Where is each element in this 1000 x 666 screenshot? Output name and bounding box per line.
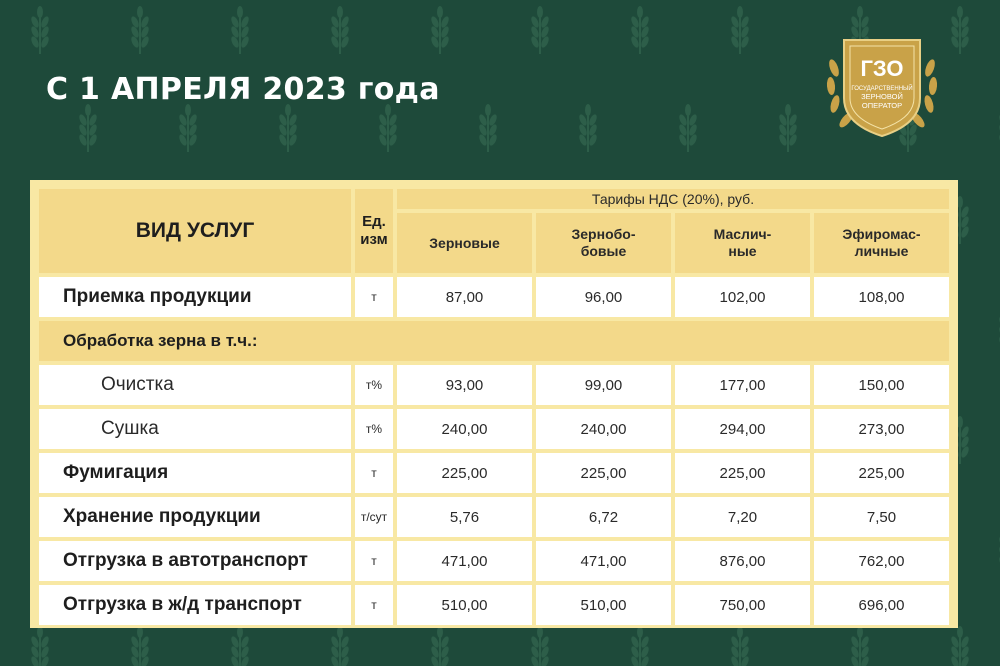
service-name: Отгрузка в ж/д транспорт (39, 585, 351, 625)
unit-cell: т/сут (355, 497, 393, 537)
wheat-icon (678, 104, 699, 152)
tariff-value: 177,00 (675, 365, 810, 405)
wheat-icon (430, 6, 451, 54)
logo-line-2: ЗЕРНОВОЙ (861, 92, 903, 101)
header-unit: Ед. изм (355, 189, 393, 273)
tariff-value: 762,00 (814, 541, 949, 581)
wheat-icon (230, 626, 251, 666)
tariff-value: 108,00 (814, 277, 949, 317)
wheat-icon (230, 6, 251, 54)
header-crop: Маслич- ные (675, 213, 810, 273)
tariff-table (35, 185, 953, 629)
table-row (39, 321, 949, 361)
wheat-icon (330, 626, 351, 666)
wheat-icon (178, 104, 199, 152)
tariff-value: 7,20 (675, 497, 810, 537)
tariff-value: 99,00 (536, 365, 671, 405)
logo-abbr: ГЗО (860, 56, 904, 81)
wheat-icon (778, 104, 799, 152)
headline: С 1 АПРЕЛЯ 2023 года (46, 72, 440, 107)
tariff-value: 87,00 (397, 277, 532, 317)
header-service: ВИД УСЛУГ (39, 189, 351, 273)
tariff-value: 225,00 (397, 453, 532, 493)
tariff-value: 7,50 (814, 497, 949, 537)
wheat-icon (950, 6, 971, 54)
tariff-value: 240,00 (397, 409, 532, 449)
wheat-icon (30, 6, 51, 54)
wheat-icon (578, 104, 599, 152)
table-row (39, 277, 949, 317)
table-row (39, 409, 949, 449)
wheat-icon (850, 626, 871, 666)
tariff-value: 150,00 (814, 365, 949, 405)
gzo-logo (822, 28, 942, 140)
table-row (39, 497, 949, 537)
tariff-value: 225,00 (814, 453, 949, 493)
tariff-value: 273,00 (814, 409, 949, 449)
unit-cell: т (355, 453, 393, 493)
wheat-icon (78, 104, 99, 152)
service-name: Приемка продукции (39, 277, 351, 317)
header-crop: Эфиромас- личные (814, 213, 949, 273)
logo-line-1: ГОСУДАРСТВЕННЫЙ (851, 86, 913, 92)
table-row (39, 453, 949, 493)
wheat-icon (630, 626, 651, 666)
service-name: Отгрузка в автотранспорт (39, 541, 351, 581)
tariff-value: 102,00 (675, 277, 810, 317)
wheat-icon (730, 6, 751, 54)
wheat-icon (478, 104, 499, 152)
service-name: Сушка (39, 409, 351, 449)
service-name: Фумигация (39, 453, 351, 493)
tariff-value: 471,00 (397, 541, 532, 581)
header-tariff: Тарифы НДС (20%), руб. (397, 189, 949, 209)
wheat-icon (30, 626, 51, 666)
tariff-value: 294,00 (675, 409, 810, 449)
tariff-value: 876,00 (675, 541, 810, 581)
unit-cell: т (355, 277, 393, 317)
tariff-value: 696,00 (814, 585, 949, 625)
wheat-icon (530, 626, 551, 666)
wheat-icon (130, 626, 151, 666)
tariff-value: 240,00 (536, 409, 671, 449)
header-crop: Зернобо- бовые (536, 213, 671, 273)
service-name: Очистка (39, 365, 351, 405)
wheat-icon (950, 626, 971, 666)
wheat-icon (730, 626, 751, 666)
unit-cell: т% (355, 409, 393, 449)
table-row (39, 585, 949, 625)
wheat-icon (430, 626, 451, 666)
table-row (39, 541, 949, 581)
wheat-icon (278, 104, 299, 152)
wheat-icon (630, 6, 651, 54)
tariff-value: 5,76 (397, 497, 532, 537)
tariff-value: 96,00 (536, 277, 671, 317)
tariff-table-frame (30, 180, 958, 628)
unit-cell: т% (355, 365, 393, 405)
unit-cell: т (355, 541, 393, 581)
tariff-value: 510,00 (397, 585, 532, 625)
wheat-icon (130, 6, 151, 54)
tariff-value: 510,00 (536, 585, 671, 625)
unit-cell: т (355, 585, 393, 625)
tariff-value: 6,72 (536, 497, 671, 537)
tariff-value: 225,00 (675, 453, 810, 493)
wheat-icon (378, 104, 399, 152)
tariff-value: 225,00 (536, 453, 671, 493)
tariff-value: 93,00 (397, 365, 532, 405)
wheat-icon (530, 6, 551, 54)
wheat-icon (330, 6, 351, 54)
tariff-value: 750,00 (675, 585, 810, 625)
section-label: Обработка зерна в т.ч.: (39, 321, 949, 361)
logo-line-3: ОПЕРАТОР (861, 101, 903, 110)
tariff-value: 471,00 (536, 541, 671, 581)
header-crop: Зерновые (397, 213, 532, 273)
table-row (39, 365, 949, 405)
service-name: Хранение продукции (39, 497, 351, 537)
